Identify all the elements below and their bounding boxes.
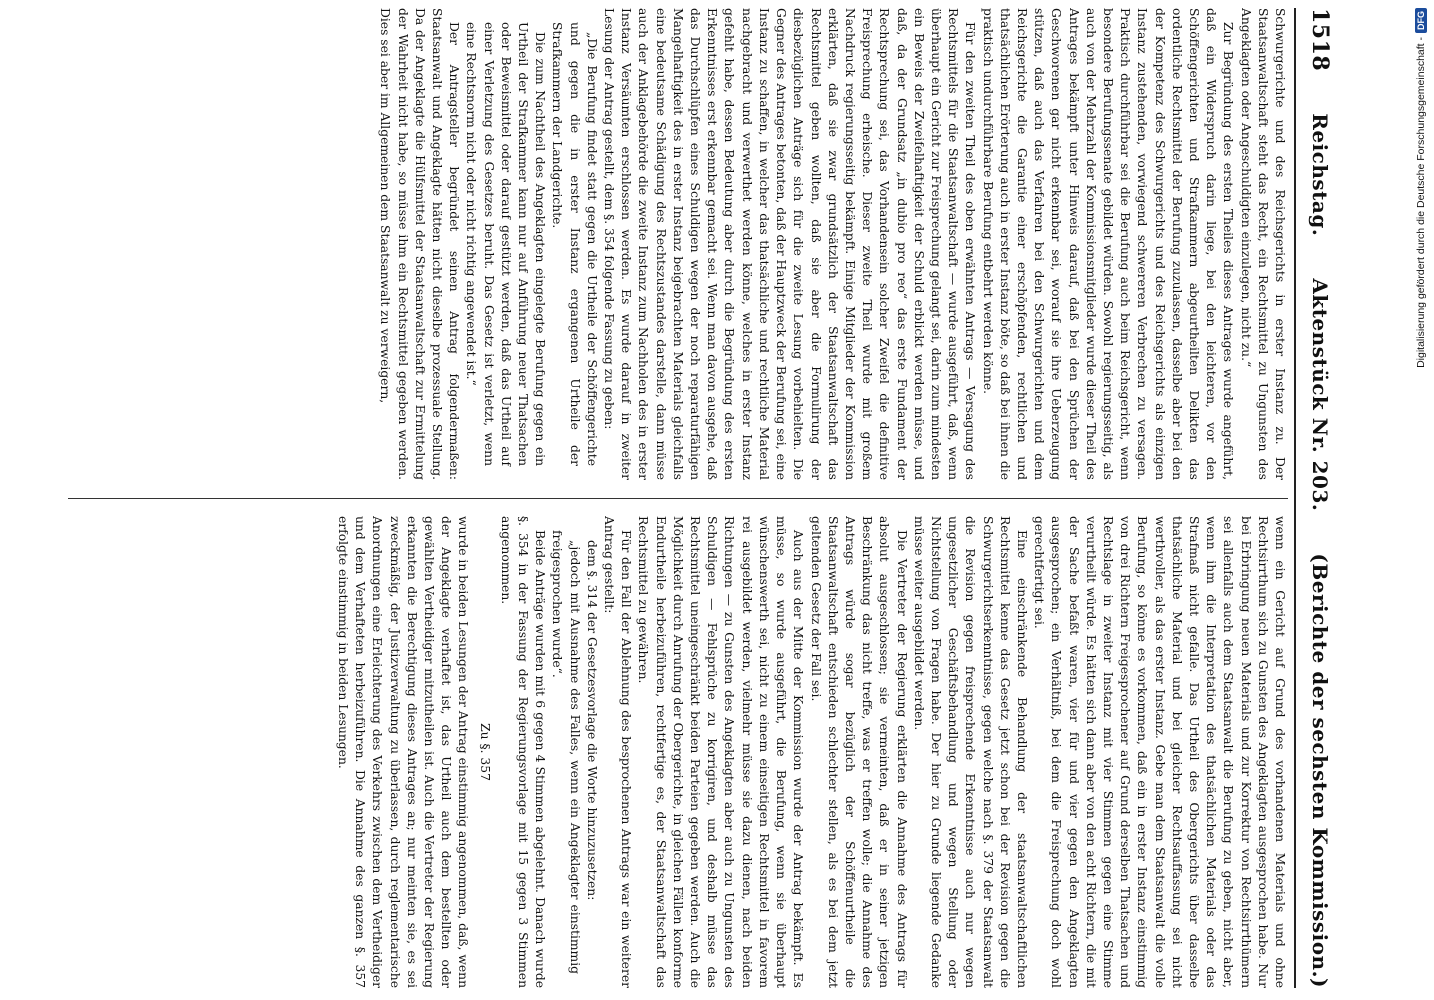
credit-line: [1410, 8, 1432, 992]
page-body: [60, 8, 1340, 988]
paragraph: Für den zweiten Theil des oben erwähnten Antrags — Versagung des Rechtsmittels für die Staatsanwaltschaft — wurde ausgeführt, daß, wenn überhaupt ein Gericht zur Freisprechung gelangt sei, darin zum mindesten ein Beweis der Zweifelhaftigkeit der Schuld erblickt werden müsse, und daß, da der Grundsatz „in dubio pro reo“ das erste Fundament der Rechtsprechung sei, das Vorhandensein solcher Zweifel die definitive Freisprechung erheische. Dieser zweite Theil wurde mit großem Nachdruck regierungsseitig bekämpft. Einige Mitglieder der Kommission erklärten, daß sie zwar grundsätzlich der Staatsanwaltschaft das Rechtsmittel geben wollten, daß sie aber die Formulirung der diesbezüglichen Anträge sich für die zweite Lesung vorbehielten. Die Gegner des Antrages betonten, daß der Hauptzweck der Berufung sei, eine Instanz zu schaffen, in welcher das thatsächliche und rechtliche Material nachgebracht und verwerthet werden könne, welches in erster Instanz gefehlt habe, dessen Bedeutung aber durch die Begründung des ersten Erkenntnisses erst erkennbar gemacht sei. Wenn man davon ausgehe, daß das Durchschlüpfen eines Schuldigen wegen der noch reparaturfähigen Mangelhaftigkeit des in erster Instanz beigebrachten Materials gleichfalls eine bedeutsame Schädigung des Rechtszustandes darstelle, dann müsse auch der Anklagebehörde die zweite Instanz zum Nachholen des in erster Instanz Versäumten erschlossen werden. Es wurde darauf in zweiter Lesung der Antrag gestellt, dem §. 354 folgende Fassung zu geben:: [602, 8, 978, 480]
paragraph: „jedoch mit Ausnahme des Falles, wenn ein Angeklagter einstimmig freigesprochen wurde“.: [550, 530, 582, 974]
paragraph: Zur Begründung des ersten Theiles dieses Antrages wurde angeführt, daß ein Widerspruch darin liege, bei den leichteren, vor den Schöffengerichten und Strafkammern abgeurtheilten Delikten das ordentliche Rechtsmittel der Berufung zuzulassen, dasselbe aber bei den der Kompetenz des Schwurgerichts und des Reichsgerichts als einzigen Instanz zustehenden, vorwiegend schwereren Verbrechen zu versagen. Praktisch durchführbar sei die Berufung auch beim Reichsgericht, wenn besondere Berufungssenate gebildet würden. Sowohl regierungsseitig, als auch von der Mehrzahl der Kommissionsmitglieder wurde dieser Theil des Antrages bekämpft unter Hinweis darauf, daß bei den Sprüchen der Geschworenen gar nicht erkennbar sei, worauf sie ihre Ueberzeugung stützen, daß auch das Verfahren bei den Schwurgerichten und dem Reichsgerichte die Garantie einer erschöpfenden, rechtlichen und thatsächlichen Erörterung auch in erster Instanz böte, so daß bei ihnen die praktisch undurchführbare Berufung entbehrt werden könne.: [980, 8, 1236, 480]
running-header: [1300, 8, 1340, 988]
paragraph: Zu §. 357: [477, 723, 492, 781]
paragraph: Die Vertreter der Regierung erklärten die Annahme des Antrags für absolut ausgeschlossen; sie vermeinten, daß er in seiner jetzigen Beschränkung das nicht treffe, was er treffen wolle; die Annahme des Antrags würde sogar bezüglich der Schöffenurtheile die Staatsanwaltschaft entschieden schlechter stellen, als es bei dem jetzt geltenden Gesetz der Fall sei.: [808, 516, 909, 988]
text-columns: [68, 8, 1288, 988]
left-column: [68, 8, 1288, 480]
header-right-title: (Berichte der sechsten Kommission.): [1308, 553, 1332, 988]
header-center-title: Aktenstück Nr. 203.: [1308, 278, 1332, 512]
paragraph: Der Antragsteller begründet seinen Antrag folgendermaßen: Staatsanwalt und Angeklagte hätten nicht dieselbe prozessuale Stellung. Da der Angeklagte die Hülfsmittel der Staatsanwaltschaft zur Ermittelung der Wahrheit nicht habe, so müsse ihm ein Rechtsmittel gegeben werden. Dies sei aber im Allgemeinen dem Staatsanwalt zu verweigern,: [378, 8, 462, 480]
paragraph: Auch aus der Mitte der Kommission wurde der Antrag bekämpft. Es müsse, so wurde ausgeführt, die Berufung, wenn sie überhaupt wünschenswerth sei, nicht zu einem einseitigen Rechtsmittel in favorem rei ausgebildet werden, vielmehr müsse sie dazu dienen, nach beiden Richtungen — zu Gunsten des Angeklagten aber auch zu Ungunsten des Schuldigen — Fehlsprüche zu korrigiren, und deshalb müsse das Rechtsmittel uneingeschränkt beiden Parteien gegeben werden. Auch die Möglichkeit durch Anrufung der Obergerichte, in gleichen Fällen konforme Endurtheile herbeizuführen, rechtfertige es, der Staatsanwaltschaft das Rechtsmittel zu gewähren.: [636, 516, 806, 988]
paragraph: Für den Fall der Ablehnung des besprochenen Antrags war ein weiterer Antrag gestellt:: [602, 516, 634, 988]
header-left-title: Reichstag.: [1308, 113, 1332, 237]
paragraph: wurde in beiden Lesungen der Antrag einstimmig angenommen, daß, wenn der Angeklagte verhaftet ist, das Urtheil auch dem bestellten oder gewählten Vertheidiger mitzutheilen ist. Auch die Vertreter der Regierung erkannten die Berechtigung dieses Antrages an; nur meinten sie, es sei zweckmäßig, der Justizverwaltung zu überlassen, durch reglementarische Anordnungen eine Erleichterung des Verkehrs zwischen dem Vertheidiger und dem Verhafteten herbeizuführen. Die Annahme des ganzen §. 357 erfolgte einstimmig in beiden Lesungen.: [336, 516, 471, 988]
header-rule: [1294, 8, 1296, 988]
paragraph: Die zum Nachtheil des Angeklagten eingelegte Berufung gegen ein Urtheil der Strafkammer kann nur auf Anführung neuer Thatsachen oder Beweismittel oder darauf gestützt werden, daß das Urtheil auf einer Verletzung des Gesetzes beruht. Das Gesetz ist verletzt, wenn eine Rechtsnorm nicht oder nicht richtig angewendet ist.“: [464, 22, 548, 466]
paragraph: Schwurgerichte und des Reichsgerichts in erster Instanz zu. Der Staatsanwaltschaft steht das Recht, ein Rechtsmittel zu Ungunsten des Angeklagten oder Angeschuldigten einzulegen, nicht zu.“: [1238, 8, 1287, 480]
credit-text: Digitalisierung gefördert durch die Deutsche Forschungsgemeinschaft -: [1415, 37, 1427, 368]
paragraph: dem §. 314 der Gesetzesvorlage die Worte hinzuzusetzen:: [584, 540, 599, 901]
digitization-credit: [1410, 8, 1432, 992]
paragraph: wenn ein Gericht auf Grund des vorhandenen Materials und ohne Rechtsirrthum sich zu Gunsten des Angeklagten ausgesprochen habe. Nur bei Erbringung neuen Materials und zur Korrektur von Rechtsirrthümern sei allenfalls auch dem Staatsanwalt die Berufung zu geben, nicht aber, wenn ihm die Interpretation des thatsächlichen Materials oder das Strafmaß nicht gefalle. Das Urtheil des Obergerichts über dasselbe thatsächliche Material und bei gleicher Rechtsauffassung sei nicht werthvoller, als das erster Instanz. Gebe man dem Staatsanwalt die volle Berufung, so könne es vorkommen, daß ein in erster Instanz einstimmig von drei Richtern Freigesprochener auf Grund derselben Thatsachen und Rechtslage in zweiter Instanz mit vier Stimmen gegen eine Stimme verurtheilt würde. Es hätten sich dann aber von den acht Richtern, die mit der Sache befaßt waren, vier für und vier gegen den Angeklagten ausgesprochen; ein Verhältniß, bei dem die Freisprechung doch wohl gerechtfertigt sei.: [1032, 516, 1287, 988]
column-divider: [68, 498, 1288, 499]
dfg-logo-icon: DFG: [1415, 8, 1427, 33]
right-column: [68, 516, 1288, 988]
page-number: 1518: [1307, 8, 1333, 72]
paragraph: Beide Anträge wurden mit 6 gegen 4 Stimmen abgelehnt. Danach wurde §. 354 in der Fassung der Regierungsvorlage mit 15 gegen 3 Stimmen angenommen.: [498, 516, 548, 988]
paragraph: „Die Berufung findet statt gegen die Urtheile der Schöffengerichte und gegen die in erster Instanz ergangenen Urtheile der Strafkammern der Landgerichte.: [550, 22, 599, 466]
paragraph: Eine einschränkende Behandlung der staatsanwaltschaftlichen Rechtsmittel kenne das Gesetz jetzt schon bei der Revision gegen die Schwurgerichtserkenntnisse, gegen welche nach §. 379 der Staatsanwalt die Revision gegen freisprechende Erkenntnisse auch nur wegen ungesetzlicher Geschäftsbehandlung und wegen Stellung oder Nichtstellung von Fragen habe. Der hier zu Grunde liegende Gedanke müsse weiter ausgebildet werden.: [911, 516, 1029, 988]
